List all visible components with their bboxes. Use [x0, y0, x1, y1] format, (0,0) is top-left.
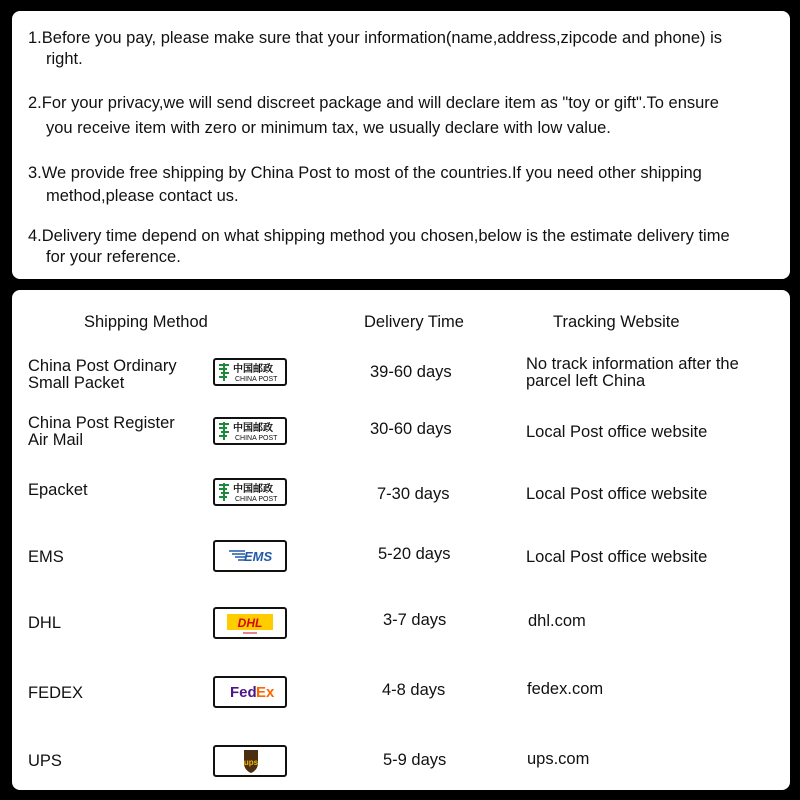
logo-text: Fed: [230, 684, 257, 701]
method-line: China Post Ordinary: [28, 357, 177, 375]
notice-panel: [12, 11, 790, 279]
dhl-logo-icon: [215, 609, 285, 637]
fedex-logo: [213, 676, 287, 708]
ups-logo: [213, 745, 287, 777]
fedex-logo-icon: [215, 678, 285, 706]
table-row: [12, 356, 790, 418]
header-shipping-method: Shipping Method: [84, 313, 208, 331]
table-row: [12, 676, 790, 738]
china-post-logo: [213, 358, 287, 386]
table-row: [12, 415, 790, 477]
method-cell: [28, 358, 177, 392]
method-cell: UPS: [28, 752, 62, 770]
notice-item: [28, 162, 780, 208]
notice-line: 4.Delivery time depend on what shipping method you chosen,below is the estimate delivery time: [28, 227, 730, 245]
method-line: Air Mail: [28, 431, 84, 449]
method-line: Small Packet: [28, 374, 125, 392]
ems-wings-icon: [215, 542, 285, 570]
tracking-cell: Local Post office website: [526, 423, 708, 441]
delivery-time-cell: 5-20 days: [378, 545, 451, 563]
method-line: China Post Register: [28, 414, 175, 432]
tracking-cell: [526, 356, 739, 390]
table-row: [12, 540, 790, 602]
tracking-cell: Local Post office website: [526, 548, 708, 566]
header-delivery-time: Delivery Time: [364, 313, 464, 331]
tracking-cell: dhl.com: [528, 612, 586, 630]
notice-line: 3.We provide free shipping by China Post to most of the countries.If you need other shipping: [28, 164, 702, 182]
method-cell: FEDEX: [28, 684, 84, 702]
notice-line: for your reference.: [46, 248, 181, 266]
method-cell: Epacket: [28, 481, 88, 499]
logo-text: 中国邮政: [233, 364, 273, 375]
table-row: [12, 745, 790, 800]
tracking-cell: fedex.com: [527, 680, 604, 698]
ems-logo: [213, 540, 287, 572]
tracking-cell: Local Post office website: [526, 485, 708, 503]
delivery-time-cell: 30-60 days: [370, 420, 452, 438]
china-post-emblem-icon: [215, 360, 285, 384]
notice-item: [28, 91, 780, 141]
tracking-cell: ups.com: [527, 750, 590, 768]
logo-text: CHINA POST: [235, 496, 278, 503]
logo-text: 中国邮政: [233, 423, 273, 434]
header-tracking-website: Tracking Website: [553, 313, 680, 331]
logo-text: 中国邮政: [233, 484, 273, 495]
notice-line: method,please contact us.: [46, 187, 239, 205]
logo-text: EMS: [244, 549, 273, 564]
china-post-emblem-icon: [215, 419, 285, 443]
delivery-time-cell: 39-60 days: [370, 363, 452, 381]
method-cell: [28, 415, 175, 449]
logo-text: CHINA POST: [235, 435, 278, 442]
delivery-time-cell: 5-9 days: [383, 751, 447, 769]
china-post-logo: [213, 478, 287, 506]
notice-line: you receive item with zero or minimum tax, we usually declare with low value.: [46, 119, 611, 137]
method-cell: EMS: [28, 548, 64, 566]
notice-line: 1.Before you pay, please make sure that your information(name,address,zipcode and phone) is: [28, 29, 723, 47]
tracking-line: parcel left China: [526, 372, 646, 390]
notice-line: right.: [46, 50, 83, 68]
notice-line: 2.For your privacy,we will send discreet package and will declare item as "toy or gift".To ensure: [28, 94, 719, 112]
tracking-line: No track information after the: [526, 355, 739, 373]
method-cell: DHL: [28, 614, 62, 632]
china-post-logo: [213, 417, 287, 445]
table-row: [12, 476, 790, 538]
dhl-logo: [213, 607, 287, 639]
table-row: [12, 607, 790, 669]
logo-text: Ex: [256, 684, 275, 701]
notice-item: [28, 28, 780, 70]
logo-text: DHL: [237, 616, 263, 630]
delivery-time-cell: 3-7 days: [383, 611, 447, 629]
logo-text: ups: [243, 758, 259, 767]
shipping-table: [12, 290, 790, 790]
notice-item: [28, 226, 780, 268]
delivery-time-cell: 4-8 days: [382, 681, 446, 699]
logo-text: CHINA POST: [235, 376, 278, 383]
ups-shield-icon: [215, 747, 285, 775]
china-post-emblem-icon: [215, 480, 285, 504]
delivery-time-cell: 7-30 days: [377, 485, 450, 503]
